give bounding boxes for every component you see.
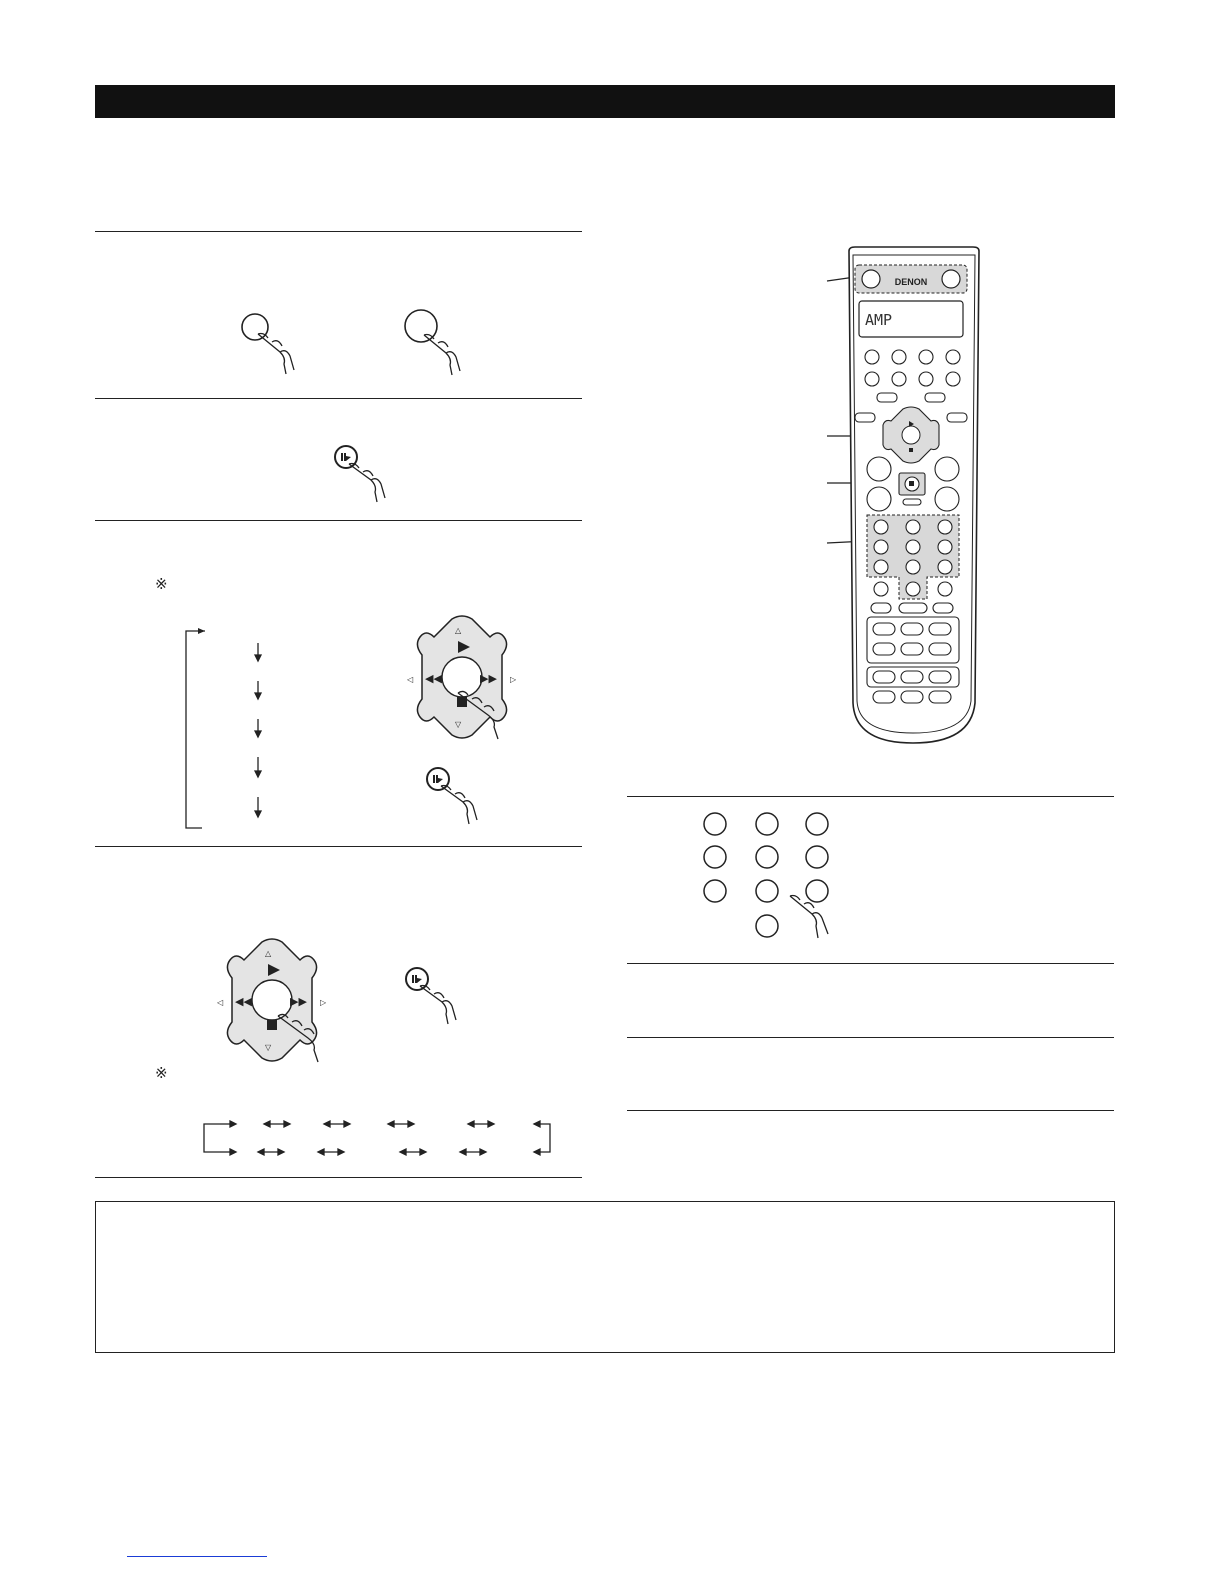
- note-mark: ※: [155, 575, 168, 593]
- power-button-press-icon: [240, 312, 310, 382]
- svg-text:◁: ◁: [217, 998, 224, 1007]
- step-divider: [95, 231, 582, 232]
- play-pause-button-press-icon: [425, 766, 495, 828]
- cursor-pad-icon: [210, 938, 335, 1063]
- brand-logo: DENON: [894, 277, 928, 287]
- svg-text:△: △: [455, 626, 462, 635]
- bidirectional-cycle-arrows-icon: [200, 1116, 560, 1160]
- svg-text:◀◀: ◀◀: [425, 672, 442, 685]
- step-divider: [627, 1110, 1114, 1111]
- svg-text:▽: ▽: [455, 720, 462, 729]
- on-button-press-icon: [404, 309, 479, 384]
- svg-text:▶▶: ▶▶: [480, 672, 497, 685]
- play-pause-button-press-icon: [333, 444, 403, 506]
- step-divider: [627, 1037, 1114, 1038]
- footer-link-underline[interactable]: [127, 1556, 267, 1557]
- cursor-pad-icon: [400, 615, 525, 740]
- remote-display-text: AMP: [865, 311, 893, 329]
- remote-control-illustration: [825, 243, 985, 748]
- svg-text:◁: ◁: [407, 675, 414, 684]
- note-box: [95, 1201, 1115, 1353]
- cycle-loop-arrow-icon: [180, 625, 280, 835]
- step-divider: [95, 520, 582, 521]
- svg-text:◀◀: ◀◀: [235, 995, 252, 1008]
- svg-text:▽: ▽: [265, 1043, 272, 1052]
- step-divider: [95, 398, 582, 399]
- svg-text:▷: ▷: [320, 998, 327, 1007]
- step-divider: [95, 1177, 582, 1178]
- step-divider: [627, 963, 1114, 964]
- svg-text:△: △: [265, 949, 272, 958]
- note-mark: ※: [155, 1064, 168, 1082]
- svg-text:▷: ▷: [510, 675, 517, 684]
- number-keypad-press-icon: [700, 810, 840, 945]
- step-divider: [627, 796, 1114, 797]
- svg-text:▶▶: ▶▶: [290, 995, 307, 1008]
- section-title-bar: [95, 85, 1115, 118]
- step-divider: [95, 846, 582, 847]
- play-pause-button-press-icon: [404, 966, 474, 1028]
